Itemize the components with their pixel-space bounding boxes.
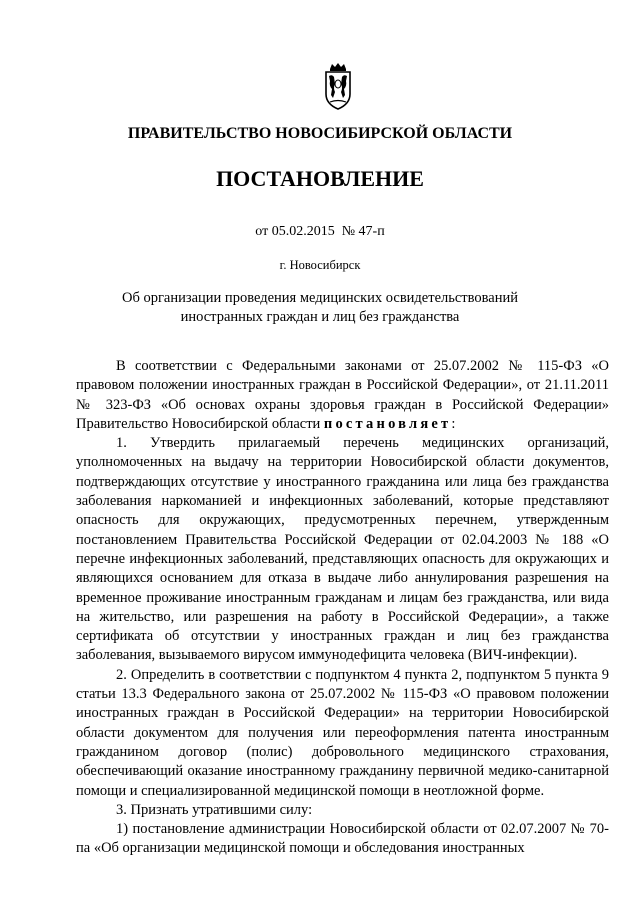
document-city: г. Новосибирск	[279, 258, 361, 272]
subject-line-2: иностранных граждан и лиц без гражданства	[180, 309, 460, 325]
intro-paragraph	[76, 357, 609, 434]
item-3-1-paragraph: 1) постановление администрации Новосибирской области от 02.07.2007 № 70-па «Об организации медицинской помощи и обследования иностранных	[76, 821, 609, 857]
coat-of-arms-icon	[318, 62, 358, 112]
document-date-number	[0, 224, 640, 240]
date-number-text: от 05.02.2015 № 47-п	[255, 224, 385, 239]
government-name: ПРАВИТЕЛЬСТВО НОВОСИБИРСКОЙ ОБЛАСТИ	[127, 125, 513, 142]
item-1-paragraph: 1. Утвердить прилагаемый перечень медицинских организаций, уполномоченных на выдачу на территории Новосибирской области документов, подтверждающих отсутствие у иностранного гражданина или лица без гражданства заболевания наркоманией и инфекционных заболеваний, которые представляют опасность для окружающих, предусмотренных перечнем, утвержденным постановлением Правительства Российской Федерации от 02.04.2003 № 188 «О перечне инфекционных заболеваний, представляющих опасность для окружающих и являющихся основанием для отказа в выдаче либо аннулирования разрешения на временное проживание иностранным гражданам и лицам без гражданства, или вида на жительство, или разрешения на работу в Российской Федерации», а также сертификата об отсутствии у иностранных граждан и лиц без гражданства заболевания, вызываемого вирусом иммунодефицита человека (ВИЧ-инфекции).	[76, 435, 609, 664]
intro-text: В соответствии с Федеральными законами от 25.07.2002 № 115-ФЗ «О правовом положении иностранных граждан в Российской Федерации», от 21.11.2011 № 323-ФЗ «Об основах охраны здоровья граждан в Российской Федерации» Правительство Новосибирской области	[76, 358, 609, 432]
document-type-title: ПОСТАНОВЛЕНИЕ	[216, 166, 424, 191]
document-subject	[90, 289, 550, 327]
decree-word: постановляет	[323, 415, 452, 432]
item-3-paragraph: 3. Признать утратившими силу:	[116, 801, 313, 818]
item-2-paragraph: 2. Определить в соответствии с подпунктом 4 пункта 2, подпунктом 5 пункта 9 статьи 13.3 Федерального закона от 25.07.2002 № 115-ФЗ «О правовом положении иностранных граждан в Российской Федерации» на территории Новосибирской области документом для получения или переоформления патента иностранным гражданином договор (полис) добровольного медицинского страхования, обеспечивающий оказание иностранному гражданину первичной медико-санитарной помощи и специализированной медицинской помощи в неотложной форме.	[76, 666, 609, 799]
intro-colon: :	[451, 415, 456, 432]
document-body	[76, 357, 609, 859]
subject-line-1: Об организации проведения медицинских освидетельствований	[121, 290, 519, 306]
